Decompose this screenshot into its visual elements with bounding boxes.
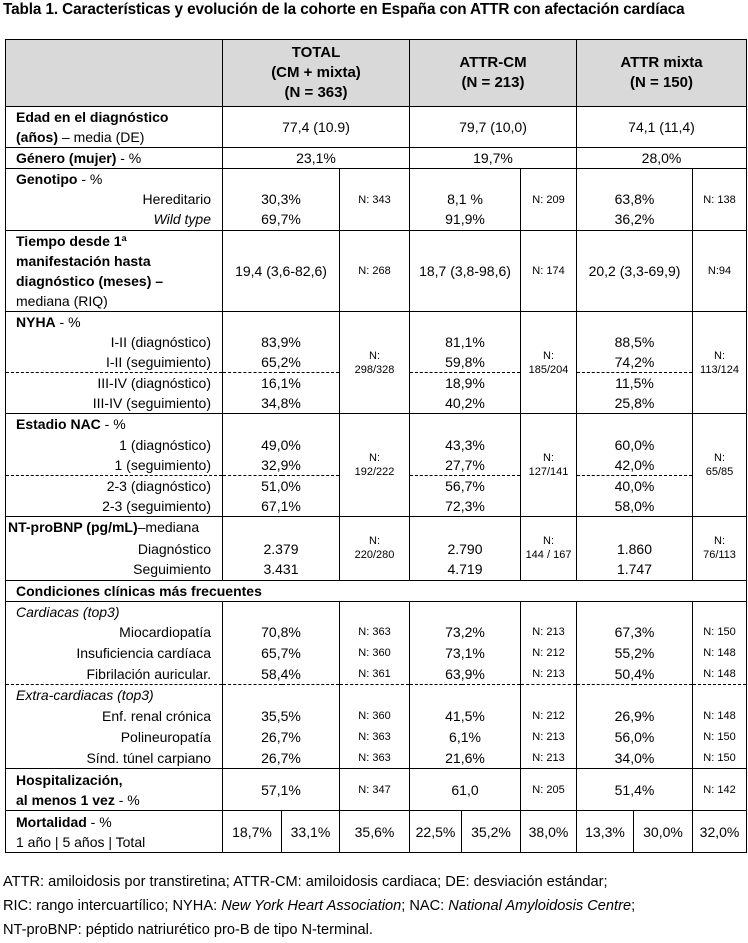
extra-row: Sínd. túnel carpiano 26,7% N: 363 21,6% N: 213 34,0% N: 150 [6, 748, 747, 769]
genotipo-wildtype-label: Wild type [153, 211, 211, 227]
hosp-total: 57,1% [223, 769, 340, 811]
genero-mixta: 28,0% [577, 148, 747, 169]
cohort-table [5, 39, 747, 853]
edad-cm: 79,7 (10,0) [410, 107, 577, 148]
hosp-n-cm: N: 205 [521, 769, 577, 811]
header-total: TOTAL (CM + mixta) (N = 363) [223, 40, 410, 107]
tiempo-cm: 18,7 (3,8-98,6) [410, 231, 521, 312]
nac-row: 1 (seguimiento) 32,9% 27,7% 42,0% [6, 455, 747, 476]
footnote-line-1: ATTR: amiloidosis por transtiretina; ATTR-CM: amiloidosis cardiaca; DE: desviación estándar; [3, 874, 608, 890]
row-nac-title [6, 414, 747, 435]
footnote [3, 870, 745, 942]
table-caption: Tabla 1. Características y evolución de la cohorte en España con ATTR con afectación cardíaca [3, 1, 685, 18]
nyha-n-total: N: 298/328 [340, 312, 410, 414]
genero-cm: 19,7% [410, 148, 577, 169]
label-genero: Género (mujer) - % [6, 148, 223, 169]
ntprobnp-row: Diagnóstico 2.379 2.790 1.860 [6, 538, 747, 559]
extra-title: Extra-cardiacas (top3) [6, 685, 223, 706]
mort-mixta-total: 32,0% [693, 811, 747, 853]
nac-row: 2-3 (seguimiento) 67,1% 72,3% 58,0% [6, 496, 747, 517]
row-edad [6, 107, 747, 148]
hosp-n-mixta: N: 142 [693, 769, 747, 811]
ntprobnp-n-total: N: 220/280 [340, 516, 410, 580]
nac-n-cm: N: 127/141 [521, 414, 577, 517]
genotipo-cm: 8,1 % 91,9% [410, 169, 521, 231]
mort-total-1a: 18,7% [223, 811, 282, 853]
hosp-cm: 61,0 [410, 769, 521, 811]
tiempo-total: 19,4 (3,6-82,6) [223, 231, 340, 312]
row-hospitalizacion [6, 769, 747, 811]
row-genotipo [6, 169, 747, 231]
nyha-n-cm: N: 185/204 [521, 312, 577, 414]
row-mortalidad [6, 811, 747, 853]
row-nyha-title [6, 312, 747, 333]
tiempo-mixta: 20,2 (3,3-69,9) [577, 231, 693, 312]
row-extra-title [6, 685, 747, 706]
row-ntprobnp-title [6, 516, 747, 538]
label-nyha: NYHA - % [6, 312, 223, 333]
nyha-row: I-II (diagnóstico) 83,9% 81,1% 88,5% [6, 332, 747, 352]
mort-cm-1a: 22,5% [410, 811, 462, 853]
hosp-n-total: N: 347 [340, 769, 410, 811]
extra-row: Enf. renal crónica 35,5% N: 360 41,5% N: 212 26,9% N: 148 [6, 706, 747, 727]
row-genero [6, 148, 747, 169]
label-nac: Estadio NAC - % [6, 414, 223, 435]
label-tiempo: Tiempo desde 1ª manifestación hasta diagnóstico (meses) – mediana (RIQ) [6, 231, 223, 312]
label-ntprobnp: NT-proBNP (pg/mL)–mediana [6, 516, 223, 538]
hosp-mixta: 51,4% [577, 769, 693, 811]
nac-n-mixta: N: 65/85 [693, 414, 747, 517]
cardiacas-title: Cardiacas (top3) [6, 601, 223, 622]
header-blank [6, 40, 223, 107]
mort-cm-total: 38,0% [521, 811, 577, 853]
mort-mixta-5a: 30,0% [634, 811, 693, 853]
ntprobnp-row: Seguimiento 3.431 4.719 1.747 [6, 559, 747, 580]
nac-row: 2-3 (diagnóstico) 51,0% 56,7% 40,0% [6, 475, 747, 496]
label-edad: Edad en el diagnóstico (años) – media (DE) [6, 107, 223, 148]
edad-mixta: 74,1 (11,4) [577, 107, 747, 148]
row-tiempo [6, 231, 747, 312]
genotipo-total: 30,3% 69,7% [223, 169, 340, 231]
genotipo-n-total: N: 343 [340, 169, 410, 231]
nyha-row: III-IV (seguimiento) 34,8% 40,2% 25,8% [6, 393, 747, 414]
nyha-n-mixta: N: 113/124 [693, 312, 747, 414]
row-condiciones-title [6, 580, 747, 601]
header-row [6, 40, 747, 107]
condiciones-title: Condiciones clínicas más frecuentes [6, 580, 747, 601]
cardiacas-row: Miocardiopatía 70,8% N: 363 73,2% N: 213 67,3% N: 150 [6, 622, 747, 643]
label-hospitalizacion: Hospitalización, al menos 1 vez - % [6, 769, 223, 811]
footnote-line-3: NT-proBNP: péptido natriurético pro-B de tipo N-terminal. [3, 922, 373, 938]
nyha-row: III-IV (diagnóstico) 16,1% 18,9% 11,5% [6, 373, 747, 394]
cardiacas-row: Insuficiencia cardíaca 65,7% N: 360 73,1% N: 212 55,2% N: 148 [6, 643, 747, 664]
ntprobnp-n-cm: N: 144 / 167 [521, 516, 577, 580]
nyha-row: I-II (seguimiento) 65,2% 59,8% 74,2% [6, 352, 747, 373]
tiempo-n-cm: N: 174 [521, 231, 577, 312]
genotipo-n-cm: N: 209 [521, 169, 577, 231]
header-attr-cm: ATTR-CM (N = 213) [410, 40, 577, 107]
nac-n-total: N: 192/222 [340, 414, 410, 517]
genotipo-n-mixta: N: 138 [693, 169, 747, 231]
nac-row: 1 (diagnóstico) 49,0% 43,3% 60,0% [6, 435, 747, 455]
cardiacas-row: Fibrilación auricular. 58,4% N: 361 63,9% N: 213 50,4% N: 148 [6, 664, 747, 685]
genero-total: 23,1% [223, 148, 410, 169]
label-mortalidad: Mortalidad - % 1 año | 5 años | Total [6, 811, 223, 853]
header-attr-mixta: ATTR mixta (N = 150) [577, 40, 747, 107]
edad-total: 77,4 (10.9) [223, 107, 410, 148]
tiempo-n-mixta: N:94 [693, 231, 747, 312]
footnote-line-2: RIC: rango intercuartílico; NYHA: New York Heart Association; NAC: National Amyloidosis Centre; [3, 898, 636, 914]
ntprobnp-n-mixta: N: 76/113 [693, 516, 747, 580]
mort-total-total: 35,6% [340, 811, 410, 853]
label-genotipo: Genotipo - % Hereditario Wild type [6, 169, 223, 231]
mort-total-5a: 33,1% [282, 811, 340, 853]
row-cardiacas-title [6, 601, 747, 622]
genotipo-hereditario-label: Hereditario [142, 191, 211, 207]
genotipo-mixta: 63,8% 36,2% [577, 169, 693, 231]
mort-cm-5a: 35,2% [462, 811, 521, 853]
extra-row: Polineuropatía 26,7% N: 363 6,1% N: 213 56,0% N: 150 [6, 727, 747, 748]
tiempo-n-total: N: 268 [340, 231, 410, 312]
mort-mixta-1a: 13,3% [577, 811, 634, 853]
